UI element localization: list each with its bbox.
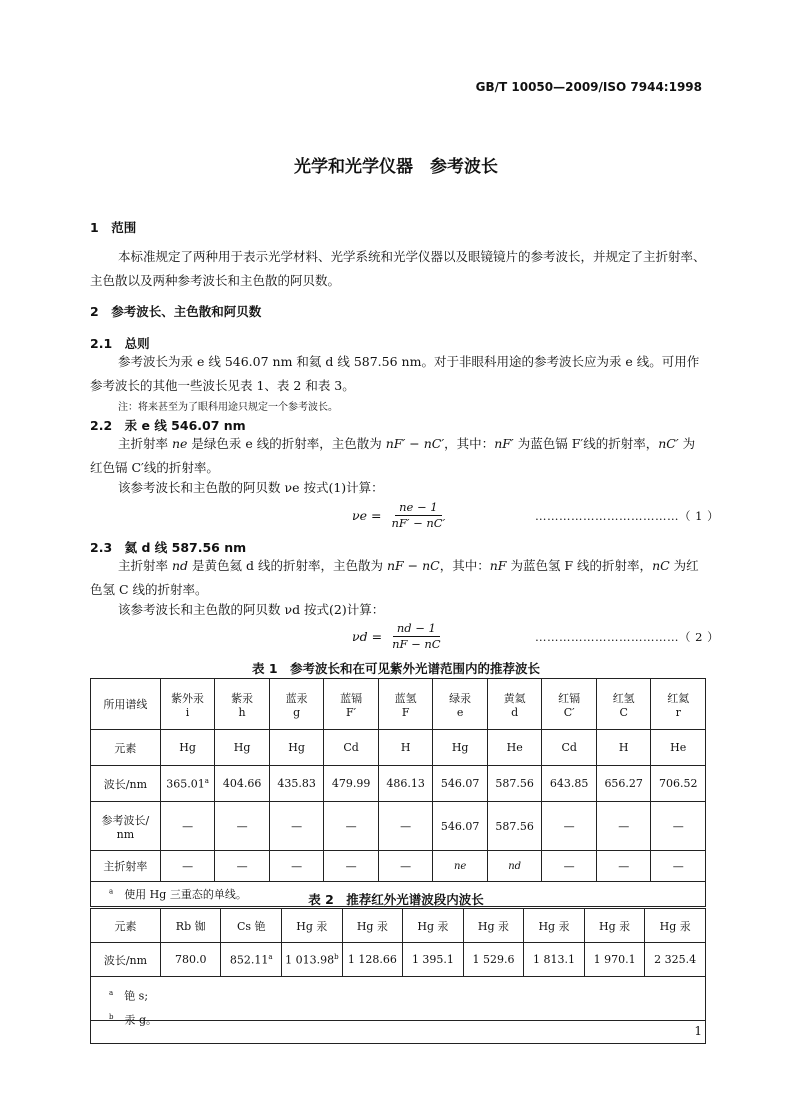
table-2-caption: 表 2 推荐红外光谱波段内波长 — [308, 892, 484, 907]
table-cell: 404.66 — [215, 766, 270, 802]
table-cell: 365.01$^a$ — [160, 766, 215, 802]
section-2-1-heading: 2.1 总则 — [90, 336, 150, 351]
footer-rule — [90, 1020, 706, 1021]
table-cell: 546.07 — [433, 802, 488, 851]
table-cell: 紫外汞 i — [160, 679, 215, 730]
table-cell: 1 128.66 — [342, 943, 403, 977]
table-cell: 元素 — [91, 909, 161, 943]
equation-number-2: ………………………………（ 2 ） — [535, 630, 720, 644]
table-cell: 1 970.1 — [584, 943, 645, 977]
table-cell: Cd — [542, 730, 597, 766]
table-1-header-row — [91, 679, 706, 730]
table-cell: 蓝氢 F — [378, 679, 433, 730]
table-cell: Hg — [269, 730, 324, 766]
table-cell: 蓝镉 F′ — [324, 679, 379, 730]
table-cell: 紫汞 h — [215, 679, 270, 730]
table-cell: — — [160, 851, 215, 882]
table-cell: Hg 汞 — [282, 909, 343, 943]
section-2-3-text2: 该参考波长和主色散的阿贝数 νd 按式(2)计算： — [118, 602, 385, 617]
formula-1: νe = $\frac{ne - 1}{nF' - nC'}$ — [352, 500, 446, 530]
table-cell: 479.99 — [324, 766, 379, 802]
table-cell: 1 013.98$^b$ — [282, 943, 343, 977]
table-1-caption: 表 1 参考波长和在可见紫外光谱范围内的推荐波长 — [251, 661, 541, 676]
table-1-element-row — [91, 730, 706, 766]
table-cell: Hg — [160, 730, 215, 766]
table-cell: 656.27 — [596, 766, 651, 802]
table-cell: — — [378, 851, 433, 882]
table-cell: 1 813.1 — [524, 943, 585, 977]
table-1-footnote: $^a$ 使用 Hg 三重态的单线。 — [91, 882, 706, 907]
table-cell: 1 529.6 — [463, 943, 524, 977]
table-1-wavelength-row — [91, 766, 706, 802]
table-cell: 587.56 — [487, 802, 542, 851]
table-2-footnote-b: $^b$ 汞 g。 — [109, 1012, 158, 1027]
table-cell: — — [269, 851, 324, 882]
table-cell: 波长/nm — [91, 766, 161, 802]
section-2-1-text: 参考波长为汞 e 线 546.07 nm 和氦 d 线 587.56 nm。对于非眼科用途的参考波长应为汞 e 线。可用作参考波长的其他一些波长见表 1、表 2 和表 3。 — [90, 354, 700, 393]
table-cell: H — [378, 730, 433, 766]
section-2-2-heading: 2.2 汞 e 线 546.07 nm — [90, 418, 246, 433]
table-2-footnotes — [91, 977, 706, 1044]
equation-number-1: ………………………………（ 1 ） — [535, 509, 720, 523]
table-cell: Cd — [324, 730, 379, 766]
table-cell: 435.83 — [269, 766, 324, 802]
table-cell: — — [160, 802, 215, 851]
section-1-text: 本标准规定了两种用于表示光学材料、光学系统和光学仪器以及眼镜镜片的参考波长，并规定了主折射率、主色散以及两种参考波长和主色散的阿贝数。 — [90, 249, 706, 288]
table-cell: 643.85 — [542, 766, 597, 802]
table-cell: He — [487, 730, 542, 766]
table-cell: H — [596, 730, 651, 766]
table-cell: 参考波长/ nm — [91, 802, 161, 851]
section-2-3-heading: 2.3 氦 d 线 587.56 nm — [90, 540, 247, 555]
table-cell: 波长/nm — [91, 943, 161, 977]
page-number: 1 — [694, 1024, 702, 1038]
table-cell: — — [542, 802, 597, 851]
table-cell: — — [542, 851, 597, 882]
table-cell: Hg — [433, 730, 488, 766]
table-cell: 1 395.1 — [403, 943, 464, 977]
section-2-heading: 2 参考波长、主色散和阿贝数 — [90, 304, 262, 319]
table-cell: Hg — [215, 730, 270, 766]
table-cell: — — [651, 851, 706, 882]
table-cell: — — [269, 802, 324, 851]
table-cell: 587.56 — [487, 766, 542, 802]
table-cell: Hg 汞 — [342, 909, 403, 943]
table-cell: 蓝汞 g — [269, 679, 324, 730]
table-cell: Rb 铷 — [160, 909, 221, 943]
table-cell: 黄氦 d — [487, 679, 542, 730]
table-2-footnote-a: $^a$ 铯 s; — [109, 989, 149, 1003]
page-title: 光学和光学仪器 参考波长 — [294, 157, 498, 177]
table-cell: Hg 汞 — [463, 909, 524, 943]
table-cell: 546.07 — [433, 766, 488, 802]
section-2-2-text: 主折射率 ne 是绿色汞 e 线的折射率，主色散为 nF′ − nC′，其中：nF′ 为蓝色镉 F′线的折射率，nC′ 为红色镉 C′线的折射率。 — [90, 436, 696, 475]
table-cell: Cs 铯 — [221, 909, 282, 943]
table-2 — [90, 908, 706, 1044]
section-2-2-text2: 该参考波长和主色散的阿贝数 νe 按式(1)计算： — [118, 480, 384, 495]
section-2-1-note: 注：将来甚至为了眼科用途只规定一个参考波长。 — [118, 402, 338, 413]
table-cell: — — [596, 851, 651, 882]
table-cell: ne — [433, 851, 488, 882]
table-1-index-row — [91, 851, 706, 882]
table-cell: — — [324, 851, 379, 882]
table-cell: — — [651, 802, 706, 851]
table-cell: 486.13 — [378, 766, 433, 802]
table-cell: 2 325.4 — [645, 943, 706, 977]
table-cell: 780.0 — [160, 943, 221, 977]
table-cell: 红镉 C′ — [542, 679, 597, 730]
table-1-reference-row — [91, 802, 706, 851]
table-cell: 706.52 — [651, 766, 706, 802]
table-cell: — — [596, 802, 651, 851]
table-2-element-row — [91, 909, 706, 943]
table-1 — [90, 678, 706, 907]
table-2-wavelength-row — [91, 943, 706, 977]
table-cell: — — [215, 802, 270, 851]
table-cell: 852.11$^a$ — [221, 943, 282, 977]
table-cell: 红氦 r — [651, 679, 706, 730]
section-1-heading: 1 范围 — [90, 220, 137, 235]
table-cell: — — [324, 802, 379, 851]
table-cell: He — [651, 730, 706, 766]
table-cell: Hg 汞 — [524, 909, 585, 943]
table-cell: 主折射率 — [91, 851, 161, 882]
table-2-footnote-row — [91, 977, 706, 1044]
table-cell: 绿汞 e — [433, 679, 488, 730]
table-cell: Hg 汞 — [584, 909, 645, 943]
table-cell: nd — [487, 851, 542, 882]
section-2-3-text: 主折射率 nd 是黄色氦 d 线的折射率，主色散为 nF − nC，其中：nF 为蓝色氢 F 线的折射率，nC 为红色氢 C 线的折射率。 — [90, 558, 699, 597]
table-cell: — — [215, 851, 270, 882]
table-cell: 所用谱线 — [91, 679, 161, 730]
table-cell: — — [378, 802, 433, 851]
standard-number: GB/T 10050—2009/ISO 7944:1998 — [475, 80, 702, 94]
table-cell: Hg 汞 — [403, 909, 464, 943]
table-cell: 元素 — [91, 730, 161, 766]
table-cell: 红氢 C — [596, 679, 651, 730]
table-cell: Hg 汞 — [645, 909, 706, 943]
formula-2: νd = $\frac{nd - 1}{nF - nC}$ — [352, 621, 441, 651]
